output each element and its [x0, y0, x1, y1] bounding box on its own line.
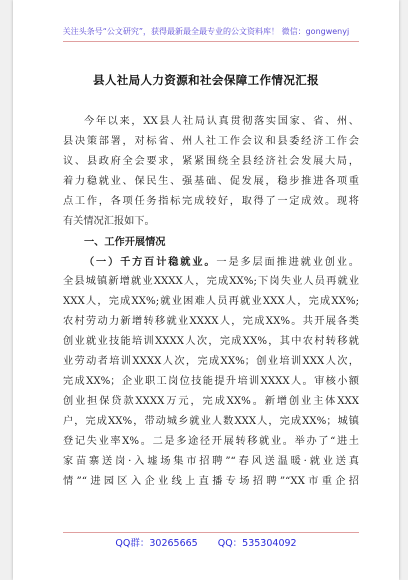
- intro-line: 今年以来，XX县人社局认真贯彻落实国家、省、州、: [84, 116, 359, 127]
- footer-contacts: [13, 535, 399, 549]
- subsection-heading: （一）千方百计稳就业。: [84, 256, 217, 268]
- body-line: 情”“进园区入企业线上直播专场招聘”“XX市重企招: [63, 476, 359, 487]
- document-page: [13, 0, 399, 580]
- body-line: 户，完成XX%，带动城乡就业人数XXX人，完成XX%；城镇: [63, 416, 359, 427]
- body-line: 农村劳动力新增转移就业XXXX人，完成XX%。共开展各类: [63, 316, 359, 327]
- section-heading: 一、工作开展情况: [84, 236, 166, 248]
- qq-number: QQ：535304092: [217, 538, 297, 549]
- subsection-line: [63, 252, 359, 272]
- document-title: 县人社局人力资源和社会保障工作情况汇报: [92, 73, 320, 87]
- intro-line: 县决策部署，对标省、州人社工作会议和县委经济工作会: [63, 136, 359, 147]
- header-banner: 关注头条号“公文研究”，获得最新最全最专业的公文资料库！ 微信：gongwenyj: [62, 27, 350, 36]
- body-line: 业劳动者培训XXXX人次，完成XX%；创业培训XXX人次，: [63, 356, 359, 367]
- footer-divider: [63, 532, 359, 533]
- header-divider: [63, 41, 359, 42]
- document-body: [63, 112, 359, 492]
- body-line: 创业担保贷款XXXX万元，完成XX%。新增创业主体XXX: [63, 396, 359, 407]
- intro-line: 议、县政府全会要求，紧紧围绕全县经济社会发展大局，: [63, 156, 359, 167]
- subsection-lead: 一是多层面推进就业创业。: [216, 257, 359, 268]
- intro-line: 点工作，各项任务指标完成较好，取得了一定成效。现将: [63, 196, 359, 207]
- body-line: 全县城镇新增就业XXXX人，完成XX%;下岗失业人员再就业: [63, 276, 359, 287]
- body-line: 登记失业率X%。二是多途径开展转移就业。举办了“进土: [63, 436, 359, 447]
- body-line: XXX人，完成XX%;就业困难人员再就业XXX人，完成XX%;: [63, 296, 359, 307]
- intro-line: 有关情况汇报如下。: [63, 216, 155, 227]
- body-line: 创业就业技能培训XXXX人次，完成XX%，其中农村转移就: [63, 336, 359, 347]
- intro-line: 着力稳就业、保民生、强基础、促发展，稳步推进各项重: [63, 176, 359, 187]
- body-line: 完成XX%；企业职工岗位技能提升培训XXXX人。审核小额: [63, 376, 359, 387]
- body-line: 家苗寨送岗·入墟场集市招聘”“春风送温暖·就业送真: [63, 456, 359, 467]
- qq-group-number: QQ群：30265665: [115, 538, 198, 549]
